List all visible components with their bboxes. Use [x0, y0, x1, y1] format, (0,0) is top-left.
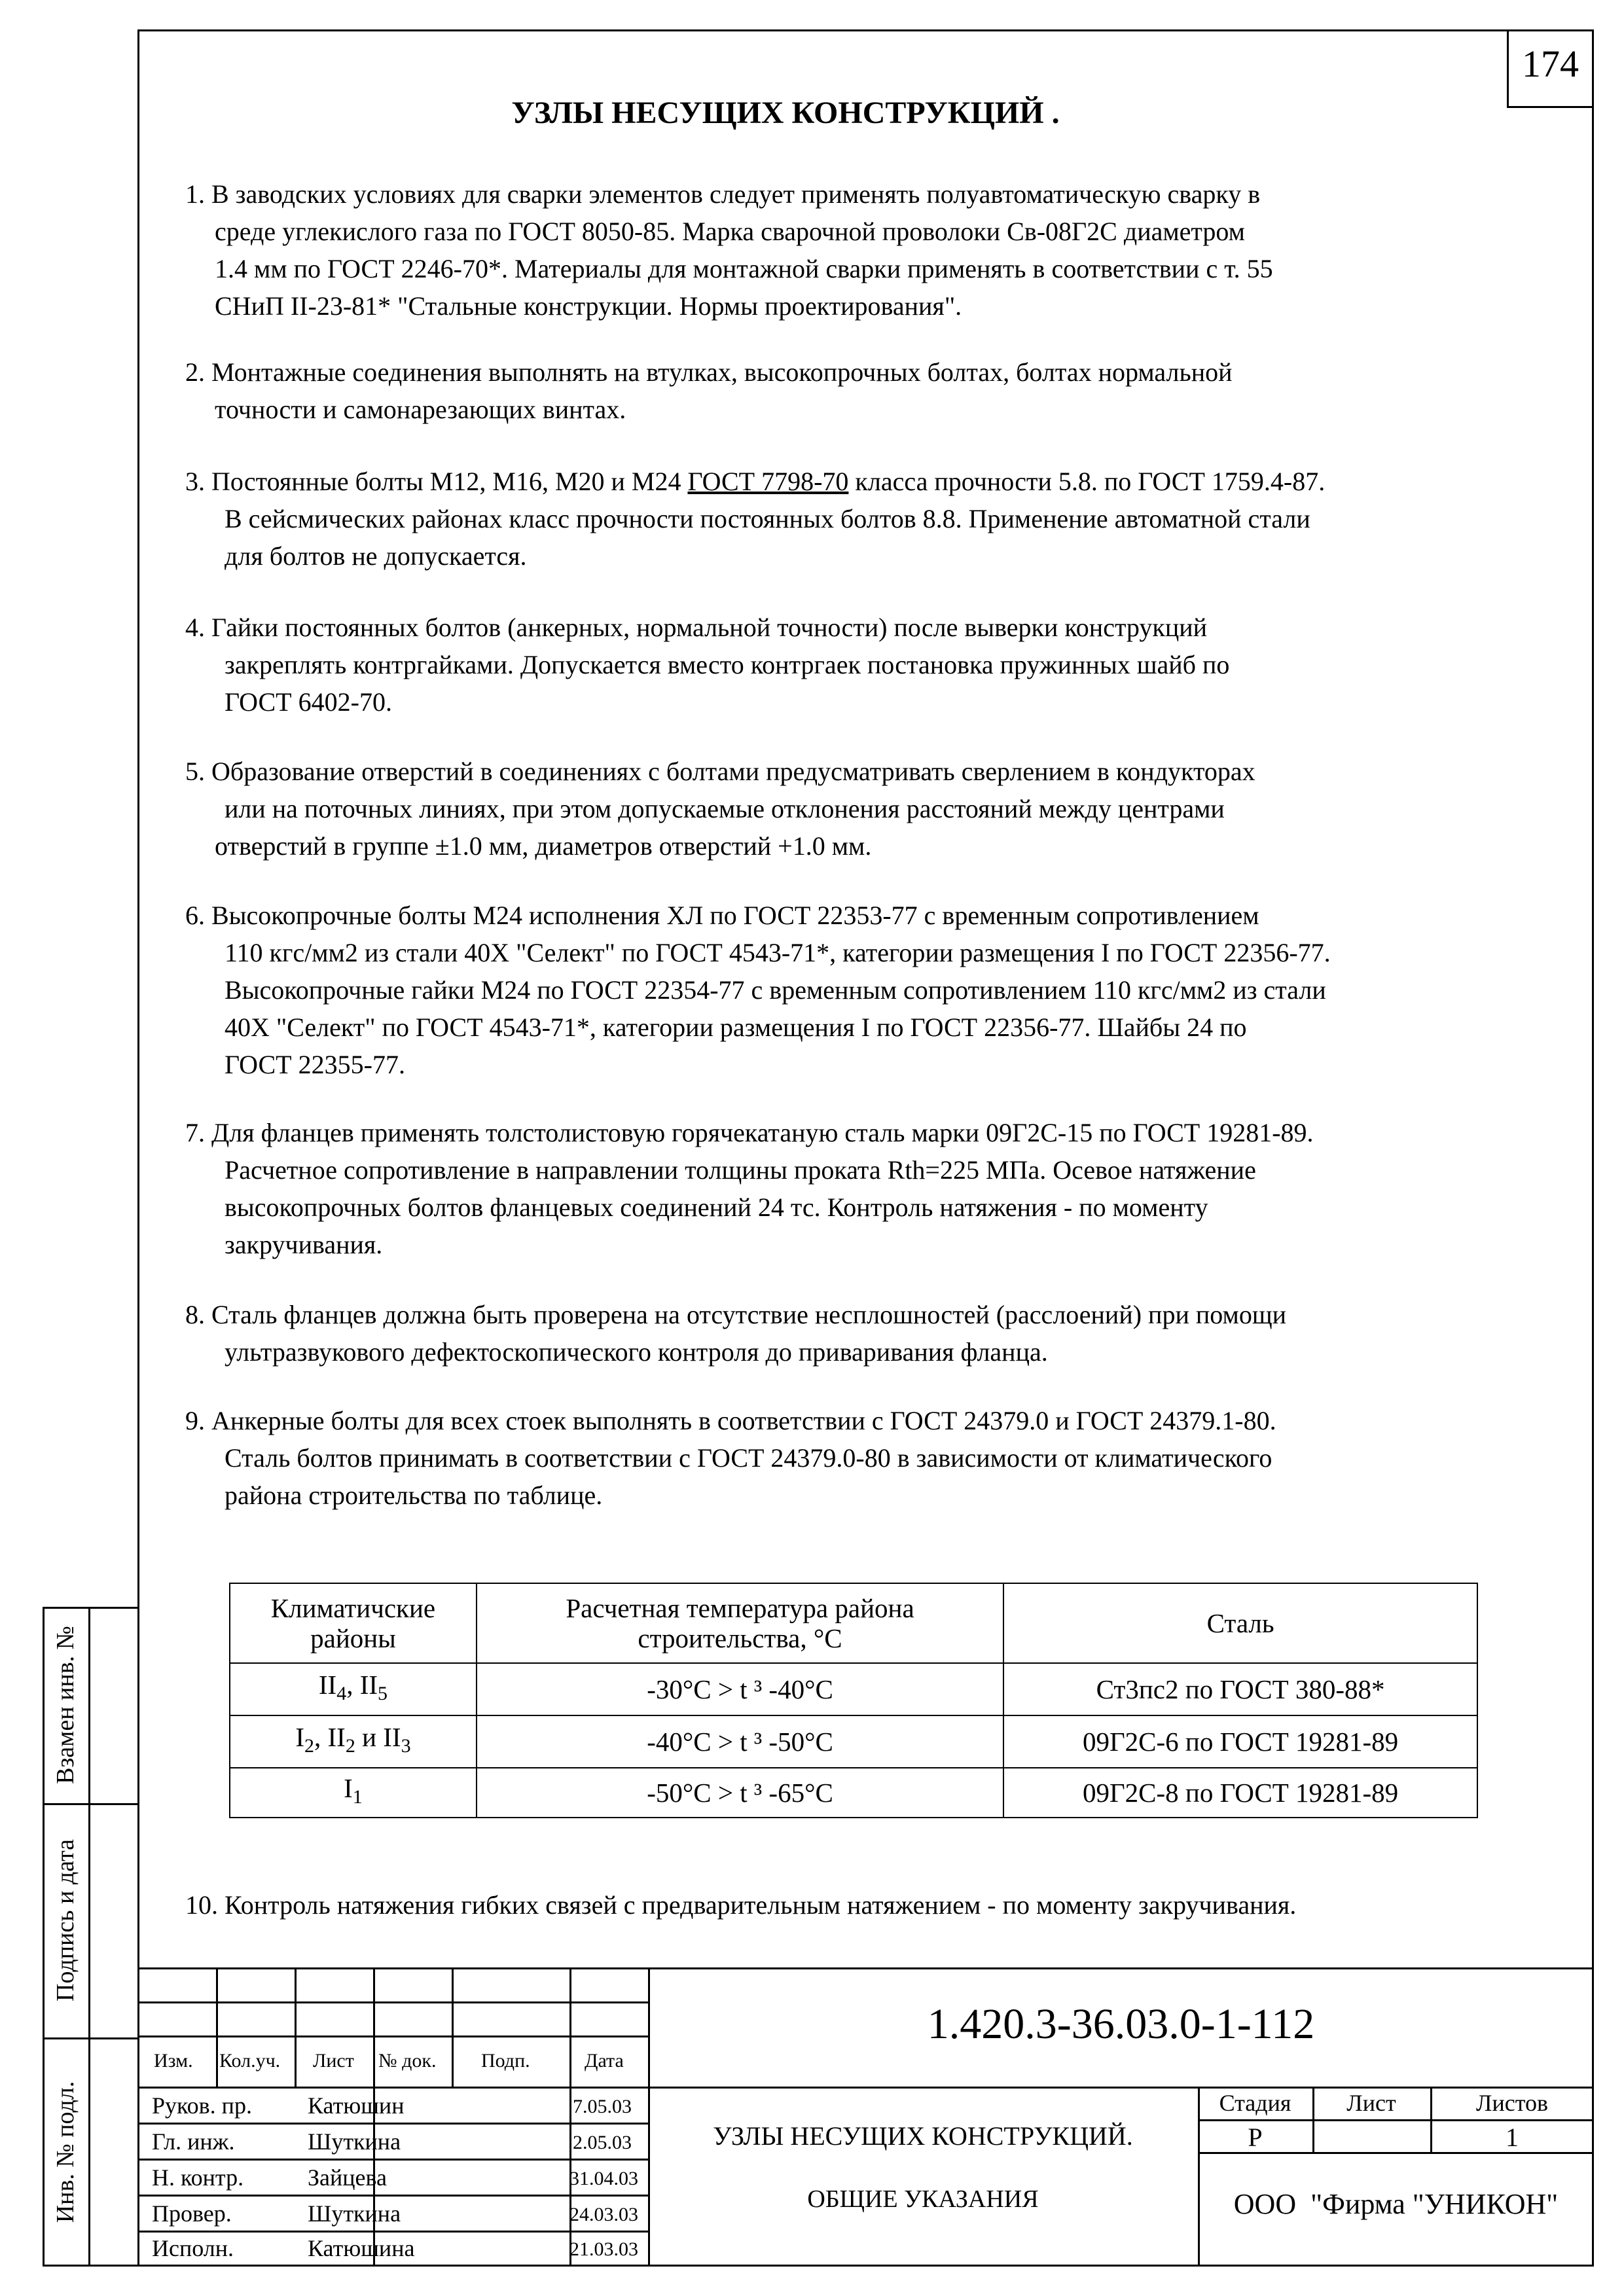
table-row [230, 1768, 1477, 1818]
tb-row-line [137, 2231, 648, 2233]
table-cell-temp: -40°С > t ³ -50°С [477, 1715, 1003, 1768]
stage-value: Р [1248, 2123, 1263, 2152]
col-header-doc-no: № док. [378, 2050, 437, 2072]
note-line: СНиП II-23-81* "Стальные конструкции. Нормы проектирования". [215, 291, 962, 321]
note-2 [185, 353, 1586, 428]
note-line: для болтов не допускается. [225, 541, 527, 571]
note-line: 5. Образование отверстий в соединениях с болтами предусматривать сверлением в кондукторах [185, 757, 1255, 786]
page-title: УЗЛЫ НЕСУЩИХ КОНСТРУКЦИЙ . [511, 96, 1060, 130]
climate-steel-table [229, 1583, 1478, 1818]
table-cell-temp: -50°С > t ³ -65°С [477, 1768, 1003, 1818]
tb-col-line [216, 1967, 218, 2087]
signer-date: 7.05.03 [573, 2096, 632, 2117]
sheets-value: 1 [1506, 2123, 1519, 2152]
note-line: В сейсмических районах класс прочности постоянных болтов 8.8. Применение автоматной стали [225, 504, 1310, 533]
signer-role: Гл. инж. [152, 2128, 235, 2155]
table-header-cell: Расчетная температура района строительства, °С [477, 1583, 1003, 1663]
tb-row-line [1198, 2119, 1594, 2121]
drawing-subtitle: ОБЩИЕ УКАЗАНИЯ [807, 2185, 1039, 2213]
note-8 [185, 1296, 1586, 1371]
note-line: 2. Монтажные соединения выполнять на втулках, высокопрочных болтах, болтах нормальной [185, 357, 1233, 387]
note-line: закручивания. [225, 1230, 383, 1259]
note-line: Расчетное сопротивление в направлении толщины проката Rth=225 МПа. Осевое натяжение [225, 1155, 1256, 1185]
page-number: 174 [1522, 43, 1579, 85]
drawing-title: УЗЛЫ НЕСУЩИХ КОНСТРУКЦИЙ. [713, 2121, 1133, 2151]
signer-role: Исполн. [152, 2235, 234, 2261]
title-block-top-line [137, 1967, 1594, 1969]
table-row [230, 1663, 1477, 1715]
note-line: 9. Анкерные болты для всех стоек выполнять в соответствии с ГОСТ 24379.0 и ГОСТ 24379.1-80. [185, 1406, 1276, 1435]
note-line: 110 кгс/мм2 из стали 40Х "Селект" по ГОСТ 4543-71*, категории размещения I по ГОСТ 22356-77. [225, 938, 1331, 967]
note-3 [185, 463, 1586, 575]
tb-row-line [137, 2195, 648, 2197]
note-9 [185, 1402, 1586, 1514]
tb-row-line [137, 2001, 648, 2003]
table-row [230, 1715, 1477, 1768]
note-line: 3. Постоянные болты М12, М16, М20 и М24 [185, 467, 681, 496]
note-6 [185, 897, 1586, 1083]
signer-date: 24.03.03 [569, 2204, 638, 2225]
table-cell-district: $I_1$ [230, 1768, 477, 1818]
signature-date-label: Подпись и дата [52, 1839, 79, 2002]
tb-col-line [452, 1967, 454, 2087]
orig-inv-label: Инв. № подл. [52, 2081, 79, 2223]
tb-row-line [137, 2123, 648, 2125]
note-1 [185, 175, 1586, 325]
tb-row-line [137, 2087, 1594, 2089]
doc-code: 1.420.3-36.03.0-1-112 [927, 2000, 1315, 2048]
side-stamp-sep-2 [43, 2037, 139, 2039]
note-line: ГОСТ 22355-77. [225, 1050, 405, 1079]
signer-name: Катюшин [308, 2092, 405, 2119]
note-line: 1. В заводских условиях для сварки элементов следует применять полуавтоматическую сварку в [185, 179, 1261, 209]
col-header-date: Дата [585, 2050, 624, 2072]
side-stamp-sep-1 [43, 1803, 139, 1805]
note-line: класса прочности 5.8. по ГОСТ 1759.4-87. [855, 467, 1326, 496]
col-header-change: Изм. [154, 2050, 193, 2072]
side-stamp-divider [88, 1607, 90, 2267]
tb-col-line [295, 1967, 297, 2087]
table-cell-district: $I_2$, $II_2$ и $II_3$ [230, 1715, 477, 1768]
note-10 [185, 1886, 1586, 1924]
signer-date: 2.05.03 [573, 2132, 632, 2153]
col-header-sheet: Лист [313, 2050, 354, 2072]
signer-role: Провер. [152, 2200, 232, 2227]
signer-date: 21.03.03 [569, 2238, 638, 2260]
note-line: Сталь болтов принимать в соответствии с ГОСТ 24379.0-80 в зависимости от климатического [225, 1443, 1272, 1473]
table-header-row [230, 1583, 1477, 1663]
col-header-signature: Подп. [481, 2050, 530, 2072]
note-line: ультразвукового дефектоскопического контроля до приваривания фланца. [225, 1337, 1048, 1367]
table-cell-steel: 09Г2С-6 по ГОСТ 19281-89 [1003, 1715, 1477, 1768]
note-line: высокопрочных болтов фланцевых соединений 24 тс. Контроль натяжения - по моменту [225, 1193, 1208, 1222]
signer-name: Шуткина [308, 2200, 401, 2227]
note-line: 10. Контроль натяжения гибких связей с предварительным натяжением - по моменту закручивания. [185, 1890, 1297, 1920]
sheets-label: Листов [1476, 2090, 1548, 2116]
note-line: 7. Для фланцев применять толстолистовую горячекатаную сталь марки 09Г2С-15 по ГОСТ 19281-89. [185, 1118, 1314, 1147]
note-line: точности и самонарезающих винтах. [215, 395, 626, 424]
table-cell-steel: 09Г2С-8 по ГОСТ 19281-89 [1003, 1768, 1477, 1818]
replaced-inv-label: Взамен инв. № [52, 1626, 79, 1784]
note-5 [185, 753, 1586, 865]
stage-label: Стадия [1219, 2090, 1291, 2116]
signer-name: Зайцева [308, 2164, 388, 2191]
note-line: отверстий в группе ±1.0 мм, диаметров отверстий +1.0 мм. [215, 831, 872, 861]
table-cell-steel: Ст3пс2 по ГОСТ 380-88* [1003, 1663, 1477, 1715]
note-line: района строительства по таблице. [225, 1480, 603, 1510]
signer-role: Руков. пр. [152, 2092, 252, 2119]
signer-name: Катюшина [308, 2235, 415, 2261]
note-line: 8. Сталь фланцев должна быть проверена на отсутствие несплошностей (расслоений) при помощи [185, 1300, 1287, 1329]
col-header-qty: Кол.уч. [219, 2050, 281, 2072]
note-line: 40Х "Селект" по ГОСТ 4543-71*, категории размещения I по ГОСТ 22356-77. Шайбы 24 по [225, 1013, 1247, 1042]
table-header-cell: Сталь [1003, 1583, 1477, 1663]
note-line: 1.4 мм по ГОСТ 2246-70*. Материалы для монтажной сварки применять в соответствии с т. 55 [215, 254, 1273, 283]
table-header-cell: Климатичские районы [230, 1583, 477, 1663]
note-line: Высокопрочные гайки М24 по ГОСТ 22354-77 с временным сопротивлением 110 кгс/мм2 из стали [225, 975, 1326, 1005]
table-cell-temp: -30°С > t ³ -40°С [477, 1663, 1003, 1715]
note-line: или на поточных линиях, при этом допускаемые отклонения расстояний между центрами [225, 794, 1225, 823]
note-line: 4. Гайки постоянных болтов (анкерных, нормальной точности) после выверки конструкций [185, 613, 1208, 642]
company-name: ООО "Фирма "УНИКОН" [1233, 2188, 1559, 2220]
note-7 [185, 1114, 1586, 1263]
gost-reference-link: ГОСТ 7798-70 [687, 467, 849, 496]
note-line: ГОСТ 6402-70. [225, 687, 392, 717]
signer-name: Шуткина [308, 2128, 401, 2155]
signer-date: 31.04.03 [569, 2168, 638, 2189]
note-line: закреплять контргайками. Допускается вместо контргаек постановка пружинных шайб по [225, 650, 1230, 679]
signer-role: Н. контр. [152, 2164, 244, 2191]
note-line: среде углекислого газа по ГОСТ 8050-85. Марка сварочной проволоки Св-08Г2С диаметром [215, 217, 1245, 246]
tb-row-line [137, 2159, 648, 2161]
sheet-label: Лист [1346, 2090, 1396, 2116]
table-cell-district: $II_4$, $II_5$ [230, 1663, 477, 1715]
tb-row-line [137, 2036, 648, 2037]
note-4 [185, 609, 1586, 721]
note-line: 6. Высокопрочные болты М24 исполнения ХЛ по ГОСТ 22353-77 с временным сопротивлением [185, 901, 1259, 930]
